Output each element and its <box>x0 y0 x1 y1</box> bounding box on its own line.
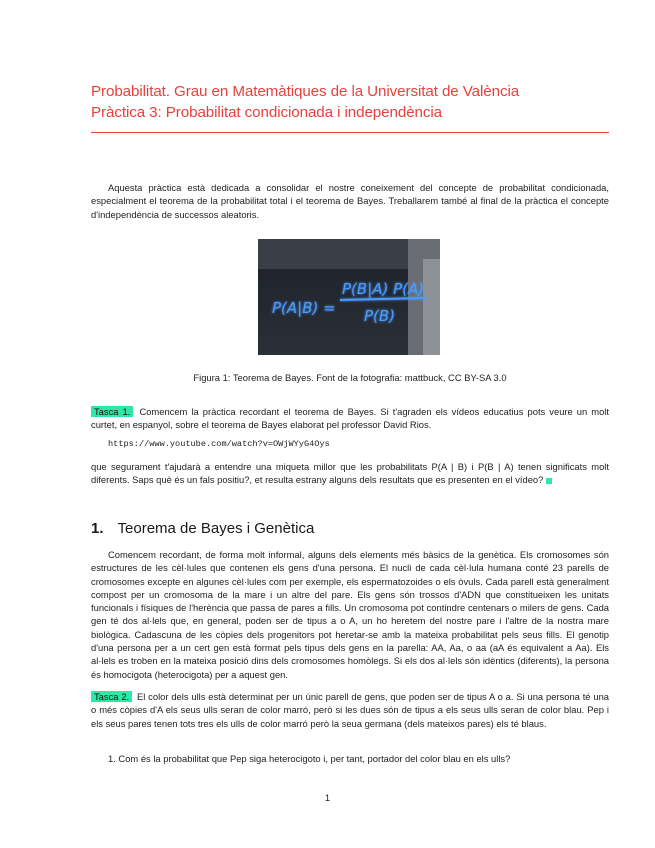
formula-denominator: P(B) <box>364 307 396 325</box>
title-line-1: Probabilitat. Grau en Matemàtiques de la Universitat de València <box>91 83 520 100</box>
section-title: Teorema de Bayes i Genètica <box>117 520 315 537</box>
title-line-2: Pràctica 3: Probabilitat condicionada i independència <box>91 104 442 121</box>
figure-caption: Figura 1: Teorema de Bayes. Font de la fotografia: mattbuck, CC BY-SA 3.0 <box>193 372 507 383</box>
document-title <box>91 81 611 123</box>
formula-numerator: P(B|A) P(A) <box>342 280 425 298</box>
page-number: 1 <box>324 792 331 803</box>
task-1-tag: Tasca 1. <box>91 406 133 417</box>
section-heading <box>91 520 314 537</box>
task-1 <box>91 405 609 432</box>
neon-formula <box>258 239 440 355</box>
section-number: 1. <box>91 520 104 537</box>
genetics-paragraph: Comencem recordant, de forma molt informal, alguns dels elements més bàsics de la genètica. Els cromosomes són estructures de les cèl·lules que contenen els gens d'una persona. El nucli de cada cèl·lula humana conté 23 parells de cromosomes excepte en algunes cèl·lules com per exemple, els espermatozoides o els òvuls. Cada parell està generalment compost per un cromosoma de la mare i un altre del pare. Els gens són trossos d'ADN que constitueixen les unitats funcionals i físiques de l'herència que passa de pares a fills. Un cromosoma pot contindre centenars o milers de gens. Cada gen té dos al·lels que, en general, poden ser de tipus a o A, un ho heretem del nostre pare i l'altre de la nostra mare biològica. Cadascuna de les còpies dels progenitors pot heretar-se amb la mateixa probabilitat pels seus fills. El genotip d'una persona per a un cert gen està format pels tipus dels gens en la parella: AA, Aa, o aa (aA és equivalent a Aa). Els al·lels es troben en la mateixa posició dins dels cromosomes homòlegs. Si els dos al·lels són idèntics (diferents), la persona és homocigota (heterocigota) per a aquest gen. <box>91 549 609 680</box>
question-1: 1. Com és la probabilitat que Pep siga heterocigoto i, per tant, portador del color blau en els ulls? <box>108 753 511 764</box>
bayes-photo <box>258 239 440 355</box>
video-link[interactable]: https://www.youtube.com/watch?v=OWjWYyG4Oys <box>108 439 330 449</box>
task-2-text: El color dels ulls està determinat per un únic parell de gens, que poden ser de tipus A o a. Si una persona té una o més còpies d'A els seus ulls seran de color marró, però si les dues són de tipus a els seus ulls seran de color blau. Pep i els seus pares tenen tots tres els ulls de color marró però la seua germana (dels mateixos pares) els té blaus. <box>91 691 609 729</box>
task-1-text: Comencem la pràctica recordant el teorema de Bayes. Si t'agraden els vídeos educatius pots veure un molt curtet, en espanyol, sobre el teorema de Bayes elaborat pel professor David Rios. <box>91 406 609 431</box>
formula-lhs: P(A|B) = <box>272 299 336 317</box>
task-2-tag: Tasca 2. <box>91 691 132 702</box>
end-of-task-marker <box>546 478 552 484</box>
task-1-continuation <box>91 460 609 487</box>
title-divider <box>91 132 609 133</box>
task-2 <box>91 690 609 730</box>
intro-paragraph: Aquesta pràctica està dedicada a consolidar el nostre coneixement del concepte de probabilitat condicionada, especialment el teorema de la probabilitat total i el teorema de Bayes. Treballarem també al final de la pràctica el concepte d'independència de successos aleatoris. <box>91 182 609 220</box>
task-1-text-2: que segurament t'ajudarà a entendre una miqueta millor que les probabilitats P(A | B) i P(B | A) tenen significats molt diferents. Saps què és un fals positiu?, et resulta estrany alguns dels resultats que es presenten en el vídeo? <box>91 461 609 486</box>
